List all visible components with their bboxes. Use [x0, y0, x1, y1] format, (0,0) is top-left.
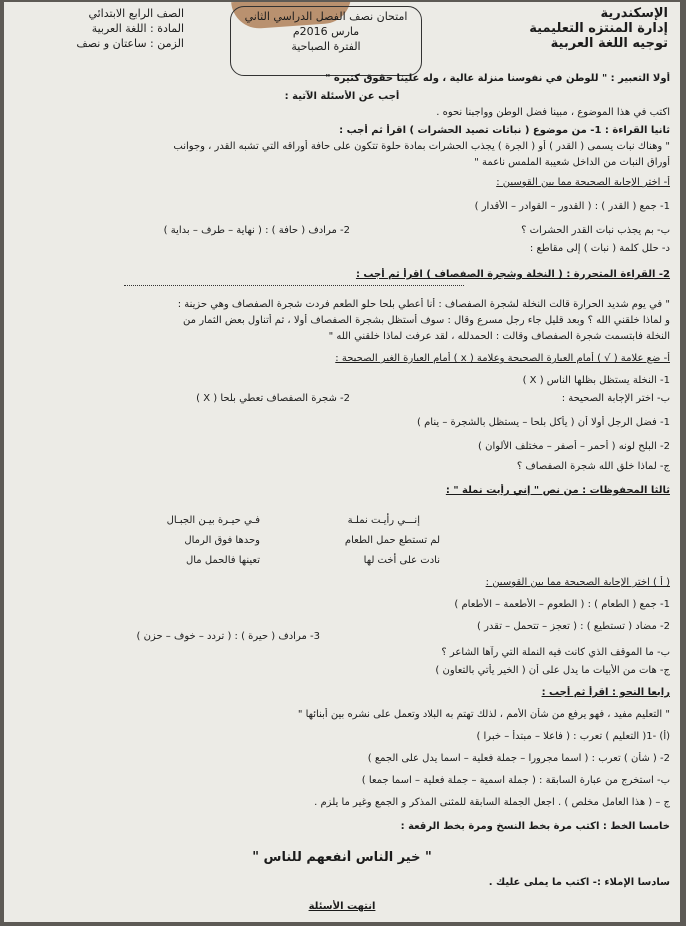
subject-label: المادة : اللغة العربية	[91, 22, 184, 35]
poem-verse-3b: تعينها فالحمل مال	[185, 555, 260, 566]
poem-verse-3a: نادت على أخت لها	[363, 555, 440, 566]
q2-choose: ب- اختر الإجابة الصحيحة :	[561, 393, 670, 404]
q2-choose-1: 1- فضل الرجل أولا أن ( يأكل بلحا – يستظل بالشجرة – ينام )	[417, 417, 670, 428]
q3b: ب- ما الموقف الذي كانت فيه النملة التي رآها الشاعر ؟	[441, 647, 670, 658]
q2a: أ- اختر الإجابة الصحيحة مما بين القوسين :	[496, 177, 670, 188]
q4b: ب- استخرج من عبارة السابقة : ( جملة اسمية – جملة فعلية – اسما جمعا )	[361, 775, 670, 786]
exam-date: مارس 2016م	[292, 25, 360, 38]
q1-expression: أولا التعبير : " للوطن في نفوسنا منزلة عالية ، وله علينا حقوق كثيرة "	[325, 73, 670, 84]
q3a2: 2- مضاد ( تستطيع ) : ( تعجز – تتحمل – تقدر )	[476, 621, 670, 632]
end-of-questions: انتهت الأسئلة	[308, 901, 376, 912]
instruction: أجب عن الأسئلة الآتية :	[284, 91, 400, 102]
q2-mark-1: 1- النخلة يستظل بظلها الناس ( X )	[522, 375, 670, 386]
passage-2: أوراق النبات من الداخل شعيبة الملمس ناعمة "	[474, 157, 670, 168]
header-admin: إدارة المنتزه التعليمية	[529, 21, 668, 36]
answer-line	[124, 284, 464, 286]
q3a1: 1- جمع ( الطعام ) : ( الطعوم – الأطعمة – الأطعام )	[454, 599, 670, 610]
poem-verse-2b: وحدها فوق الرمال	[184, 535, 260, 546]
q2-choose-2: 2- البلح لونه ( أحمر – أصفر – مختلف الألوان )	[478, 441, 670, 452]
calligraphy-phrase: " خير الناس أنفعهم للناس "	[252, 850, 432, 865]
passage2-3: النخلة فابتسمت شجرة الصفصاف وقالت : الحمدلله ، لقد عرفت لماذا خلقني الله "	[328, 331, 670, 342]
exam-session: الفترة الصباحية	[291, 40, 361, 53]
q4a2: 2- ( شأن ) تعرب : ( اسما مجرورا – جملة فعلية – اسما يدل على الجمع )	[367, 753, 670, 764]
time-label: الزمن : ساعتان و نصف	[76, 37, 184, 50]
passage2-2: و لماذا خلقني الله ؟ وبعد قليل جاء رجل مسرع وقال : سوف أستظل بشجرة الصفصاف أولا ، ثم أتناول بعض الثمار من	[183, 315, 670, 326]
q3a: ( أ ) اختر الإجابة الصحيحة مما بين القوسين :	[485, 577, 670, 588]
header-right	[518, 6, 668, 70]
q2-mark-2: 2- شجرة الصفصاف تعطي بلحا ( X )	[196, 393, 350, 404]
q3-memorization: ثالثا المحفوظات : من نص " إني رأيت نملة " :	[445, 485, 670, 496]
q4-grammar: رابعا النحو : اقرأ ثم أجب :	[541, 687, 670, 698]
header-center	[230, 6, 422, 76]
q2b: ب- بم يجذب نبات القدر الحشرات ؟	[521, 225, 670, 236]
header-left	[14, 6, 184, 70]
q3a3: 3- مرادف ( حيرة ) : ( تردد – خوف – حزن )	[136, 631, 320, 642]
q4-text: " التعليم مفيد ، فهو يرفع من شأن الأمم ، لذلك تهتم به البلاد وتعمل على نشره بين أبنائها "	[297, 709, 670, 720]
q2-why: ج- لماذا خلق الله شجرة الصفصاف ؟	[516, 461, 670, 472]
q2-reading-title: ثانيا القراءة : 1- من موضوع ( نباتات تصيد الحشرات ) اقرأ ثم أجب :	[339, 125, 670, 136]
q3c: ج- هات من الأبيات ما يدل على أن ( الخير يأتي بالتعاون )	[435, 665, 670, 676]
poem-verse-2a: لم تستطع حمل الطعام	[344, 535, 440, 546]
q2-free-reading: 2- القراءة المتحررة : ( النخلة وشجرة الصفصاف ) اقرأ ثم أجب :	[355, 269, 670, 280]
passage-1: " وهناك نبات يسمى ( القدر ) أو ( الجرة ) يجذب الحشرات بمادة حلوة تتكون على حافة أوراقه التي تشبه القدر ، وجوانب	[173, 141, 670, 152]
exam-paper	[4, 2, 680, 922]
q1-task: اكتب في هذا الموضوع ، مبينا فضل الوطن وواجبنا نحوه .	[436, 107, 670, 118]
q5-handwriting: خامسا الخط : اكتب مرة بخط النسخ ومرة بخط الرقعة :	[400, 821, 670, 832]
poem-verse-1a: إنـــي رأيـت نملـة	[347, 515, 420, 526]
q4a1: (أ) -1( التعليم ) تعرب : ( فاعلا – مبتدأ – خبرا )	[476, 731, 670, 742]
exam-title: امتحان نصف الفصل الدراسي الثاني	[244, 10, 408, 23]
passage2-1: " في يوم شديد الحرارة قالت النخلة لشجرة الصفصاف : أنا أعطي بلحا حلو الطعم فردت شجرة الصفصاف وهي حزينة :	[177, 299, 670, 310]
q6-dictation: سادسا الإملاء :- اكتب ما يملى عليك .	[488, 877, 670, 888]
q2d: د- حلل كلمة ( نبات ) إلى مقاطع :	[529, 243, 670, 254]
q4c: ج – ( هذا العامل مخلص ) . اجعل الجملة السابقة للمثنى المذكر و الجمع وغير ما يلزم .	[314, 797, 670, 808]
q2a1: 1- جمع ( القدر ) : ( القدور – القوادر – الأقدار )	[474, 201, 670, 212]
poem-verse-1b: فـي حيـرة بيـن الجبـال	[166, 515, 260, 526]
header-city: الإسكندرية	[600, 6, 668, 21]
q2a2: 2- مرادف ( حافة ) : ( نهاية – طرف – بداية )	[163, 225, 350, 236]
header-subject-dept: توجيه اللغة العربية	[550, 36, 668, 51]
q2-mark: أ- ضع علامة ( √ ) أمام العبارة الصحيحة وعلامة ( x ) أمام العبارة الغير الصحيحة :	[335, 353, 670, 364]
grade-label: الصف الرابع الابتدائي	[88, 7, 184, 20]
